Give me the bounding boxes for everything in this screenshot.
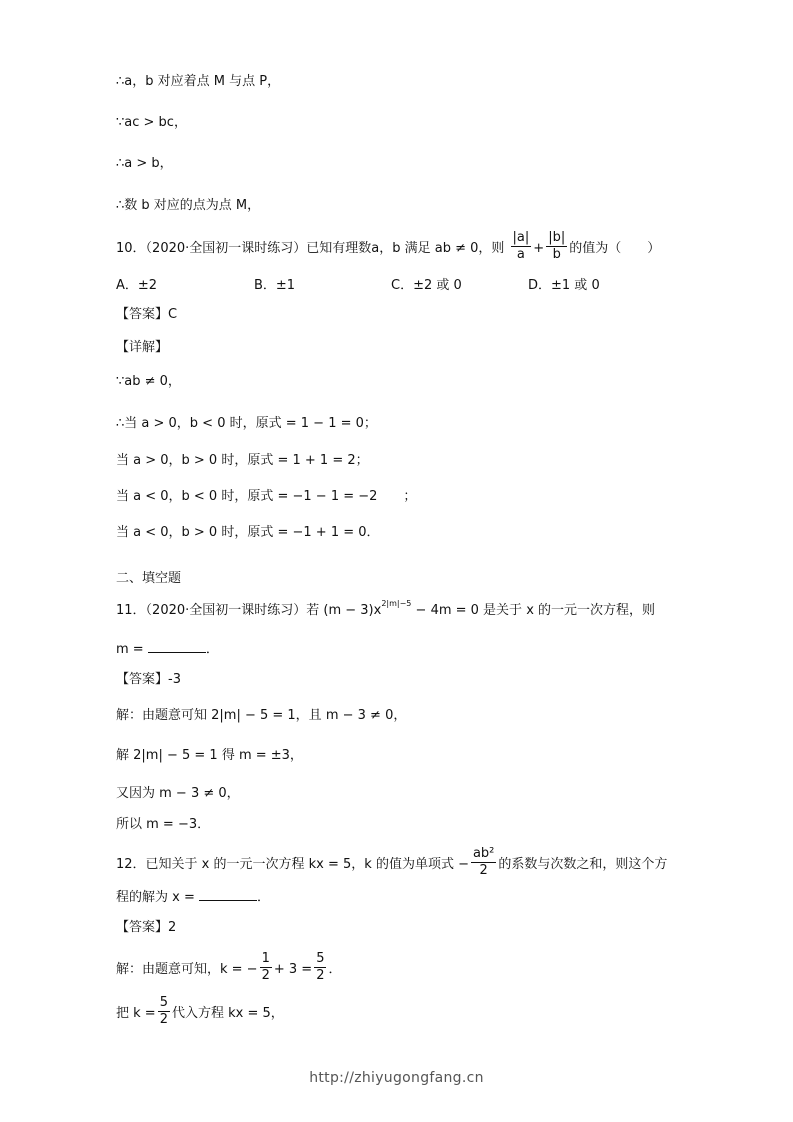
- fraction-numerator: 5: [159, 995, 168, 1010]
- question-text: 的系数与次数之和，则这个方: [498, 857, 668, 872]
- plus-sign: +: [533, 241, 545, 256]
- text-line: ∵ac > bc，: [116, 115, 187, 130]
- fraction: [158, 995, 170, 1028]
- solution-line: ∴当 a > 0，b < 0 时，原式 = 1 − 1 = 0；: [116, 416, 377, 431]
- exponent: 2|m|−5: [381, 599, 412, 608]
- question-12: [116, 848, 667, 881]
- solution-line: 所以 m = −3．: [116, 817, 211, 832]
- question-text: ．: [256, 890, 270, 905]
- solution-line: [116, 997, 284, 1030]
- fraction-denominator: 2: [261, 968, 270, 983]
- option-d: D．±1 或 0: [528, 278, 600, 293]
- fraction-denominator: 2: [159, 1012, 168, 1027]
- solution-text: 把 k =: [116, 1006, 156, 1021]
- solution-line: 当 a > 0，b > 0 时，原式 = 1 + 1 = 2；: [116, 453, 369, 468]
- option-a: A．±2: [116, 278, 158, 293]
- solution-line: 解：由题意可知 2|m| − 5 = 1，且 m − 3 ≠ 0，: [116, 708, 407, 723]
- question-11-blank-line: [116, 638, 219, 660]
- solution-line: 解 2|m| − 5 = 1 得 m = ±3，: [116, 748, 303, 763]
- question-text: m =: [116, 642, 148, 657]
- answer-label: 【答案】2: [116, 920, 177, 935]
- solution-line: 当 a < 0，b < 0 时，原式 = −1 − 1 = −2 ；: [116, 489, 417, 504]
- answer-label: 【答案】-3: [116, 672, 181, 687]
- fraction-denominator: b: [552, 247, 561, 262]
- option-b: B．±1: [254, 278, 296, 293]
- fraction-numerator: ab²: [472, 846, 495, 861]
- section-heading: 二、填空题: [116, 571, 182, 586]
- question-text: − 4m = 0 是关于 x 的一元一次方程，则: [411, 603, 656, 618]
- fraction-numerator: |a|: [512, 230, 530, 245]
- question-text: ．: [205, 642, 219, 657]
- fraction-numerator: 1: [261, 951, 270, 966]
- question-text: 12．已知关于 x 的一元一次方程 kx = 5，k 的值为单项式 −: [116, 857, 469, 872]
- solution-text: + 3 =: [273, 962, 313, 977]
- solution-line: ∵ab ≠ 0，: [116, 374, 181, 389]
- text-line: ∴a，b 对应着点 M 与点 P，: [116, 74, 281, 89]
- question-11: [116, 601, 655, 621]
- question-text: 程的解为 x =: [116, 890, 199, 905]
- solution-text: ．: [328, 962, 342, 977]
- question-10: [116, 232, 660, 265]
- detail-label: 【详解】: [116, 340, 169, 355]
- solution-line: [116, 953, 342, 986]
- fraction: [260, 951, 272, 984]
- text-line: ∴a > b，: [116, 156, 173, 171]
- solution-text: 解：由题意可知，k = −: [116, 962, 258, 977]
- solution-line: 当 a < 0，b > 0 时，原式 = −1 + 1 = 0．: [116, 525, 380, 540]
- question-12-blank-line: [116, 886, 270, 908]
- question-text: 的值为（ ）: [569, 241, 661, 256]
- fraction: [511, 230, 532, 263]
- fraction-denominator: 2: [316, 968, 325, 983]
- answer-label: 【答案】C: [116, 307, 178, 322]
- fraction: [471, 846, 496, 879]
- fraction-denominator: a: [516, 247, 525, 262]
- answer-blank: [199, 886, 257, 901]
- footer-url: http://zhiyugongfang.cn: [309, 1070, 484, 1086]
- solution-line: 又因为 m − 3 ≠ 0，: [116, 786, 240, 801]
- option-c: C．±2 或 0: [391, 278, 462, 293]
- fraction-numerator: 5: [316, 951, 325, 966]
- fraction: [546, 230, 567, 263]
- question-text: 11．（2020·全国初一课时练习）若 (m − 3)x: [116, 603, 382, 618]
- fraction-denominator: 2: [479, 863, 488, 878]
- text-line: ∴数 b 对应的点为点 M，: [116, 198, 261, 213]
- fraction: [314, 951, 326, 984]
- solution-text: 代入方程 kx = 5，: [171, 1006, 284, 1021]
- question-text: a，b 满足 ab ≠ 0，则: [371, 241, 505, 256]
- question-text: 10．（2020·全国初一课时练习）已知有理数: [116, 241, 372, 256]
- fraction-numerator: |b|: [548, 230, 566, 245]
- answer-blank: [148, 638, 206, 653]
